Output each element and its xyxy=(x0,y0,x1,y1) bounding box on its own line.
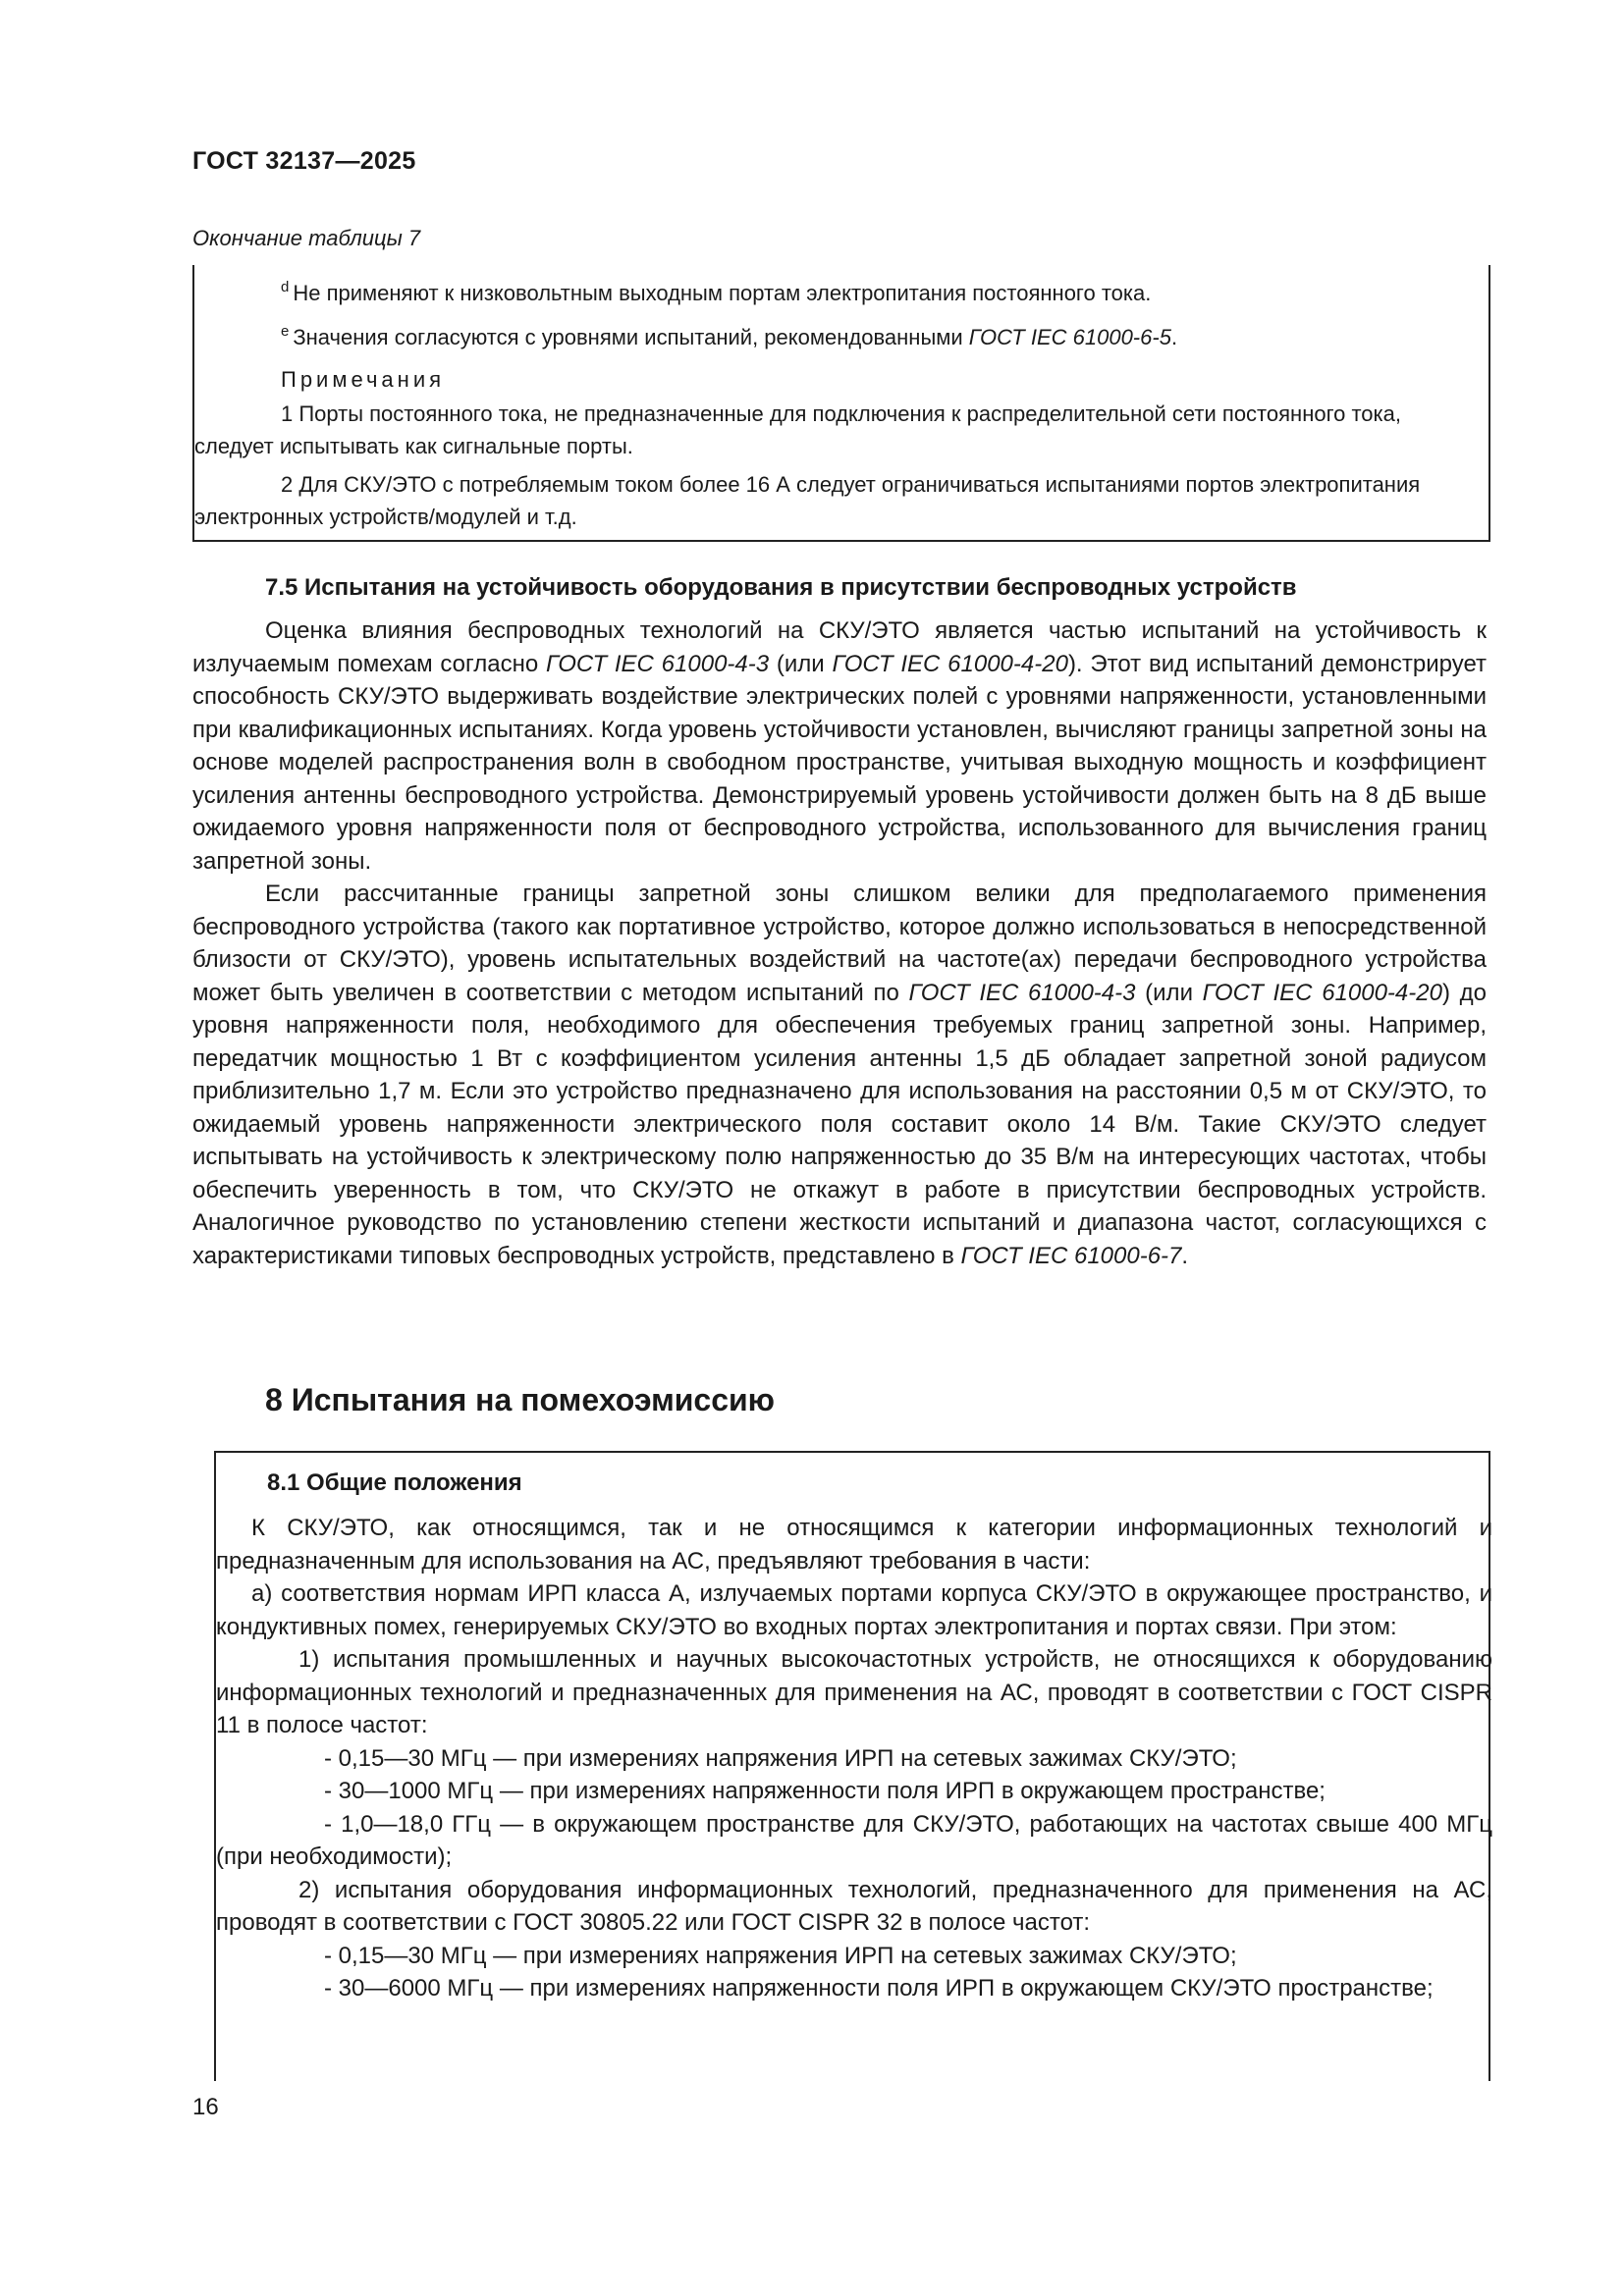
section-8-title: 8 Испытания на помехоэмиссию xyxy=(265,1382,775,1417)
dash-item-1: - 0,15—30 МГц — при измерениях напряжения ИРП на сетевых зажимах СКУ/ЭТО; xyxy=(324,1744,1237,1772)
section-8-1-box xyxy=(214,1451,1490,2081)
page-number: 16 xyxy=(192,2094,219,2120)
section-8-1-body xyxy=(216,1512,1492,2005)
dash-item-2: - 30—1000 МГц — при измерениях напряженности поля ИРП в окружающем пространстве; xyxy=(324,1778,1326,1804)
section-8-1-title: 8.1 Общие положения xyxy=(267,1469,522,1496)
dash-item-5: - 30—6000 МГц — при измерениях напряженности поля ИРП в окружающем СКУ/ЭТО пространстве; xyxy=(324,1975,1434,2002)
item-a: а) соответствия нормам ИРП класса А, излучаемых портами корпуса СКУ/ЭТО в окружающее пространство, и кондуктивных помех, генерируемых СКУ/ЭТО во входных портах электропитания и портах связи. При этом: xyxy=(216,1580,1492,1640)
p2-text-a: Если рассчитанные границы запретной зоны слишком велики для предполагаемого применения беспроводного устройства (такого как портативное устройство, которое должно использоваться в непосредственной близости от СКУ/ЭТО), уровень испытательных воздействий на частоте(ах) передачи беспроводного устройства может быть увеличен в соответствии с методом испытаний по xyxy=(192,881,1487,1006)
p1-text-c: ). Этот вид испытаний демонстрирует способность СКУ/ЭТО выдерживать воздействие электрических полей с уровнями напряженности, установленными при квалификационных испытаниях. Когда уровень устойчивости установлен, вычисляют границы запретной зоны на основе моделей распространения волн в свободном пространстве, учитывая выходную мощность и коэффициент усиления антенны беспроводного устройства. Демонстрируемый уровень устойчивости должен быть на 8 дБ выше ожидаемого уровня напряженности поля от беспроводного устройства, использованного для вычисления границ запретной зоны. xyxy=(192,650,1488,875)
footnote-d xyxy=(281,271,1469,309)
p1-ref-1: ГОСТ IEC 61000-4-3 xyxy=(545,650,770,677)
document-header: ГОСТ 32137—2025 xyxy=(192,147,416,175)
p2-text-d: . xyxy=(1181,1242,1189,1269)
notes-heading: Примечания xyxy=(281,367,446,392)
footnote-e xyxy=(281,315,1469,353)
section-7-5-body xyxy=(192,614,1487,1272)
item-a-2: 2) испытания оборудования информационных технологий, предназначенного для применения на АС, проводят в соответствии с ГОСТ 30805.22 или ГОСТ CISPR 32 в полосе частот: xyxy=(216,1876,1492,1936)
p2-text-c: ) до уровня напряженности поля, необходимого для обеспечения требуемых границ запретной зоны. Например, передатчик мощностью 1 Вт с коэффициентом усиления антенны 1,5 дБ обладает запретной зоной радиусом приблизительно 1,7 м. Если это устройство предназначено для использования на расстоянии 0,5 м от СКУ/ЭТО, то ожидаемый уровень напряженности электрического поля составит около 14 В/м. Такие СКУ/ЭТО следует испытывать на устойчивость к электрическому полю напряженностью до 35 В/м на интересующих частотах, чтобы обеспечить уверенность в том, что СКУ/ЭТО не откажут в работе в присутствии беспроводных устройств. Аналогичное руководство по установлению степени жесткости испытаний и диапазона частот, согласующихся с характеристиками типовых беспроводных устройств, представлено в xyxy=(192,979,1487,1269)
p1-text-b: (или xyxy=(769,650,833,677)
p2-ref-1: ГОСТ IEC 61000-4-3 xyxy=(908,979,1136,1006)
section-7-5-title: 7.5 Испытания на устойчивость оборудования в присутствии беспроводных устройств xyxy=(265,574,1297,601)
footnote-e-text: Значения согласуются с уровнями испытаний, рекомендованными xyxy=(293,325,969,349)
dash-item-3: - 1,0—18,0 ГГц — в окружающем пространстве для СКУ/ЭТО, работающих на частотах свыше 400 МГц (при необходимости); xyxy=(216,1810,1492,1870)
footnote-d-text: Не применяют к низковольтным выходным портам электропитания постоянного тока. xyxy=(293,281,1152,305)
item-a-1: 1) испытания промышленных и научных высокочастотных устройств, не относящихся к оборудованию информационных технологий и предназначенных для применения на АС, проводят в соответствии с ГОСТ CISPR 11 в полосе частот: xyxy=(216,1646,1492,1738)
note-2: 2 Для СКУ/ЭТО с потребляемым током более 16 А следует ограничиваться испытаниями портов электропитания электронных устройств/модулей и т.д. xyxy=(194,472,1421,529)
p2-text-b: (или xyxy=(1135,979,1203,1006)
p1-ref-2: ГОСТ IEC 61000-4-20 xyxy=(832,650,1068,677)
table-footnotes-box xyxy=(192,265,1490,542)
section-7-5-paragraph-1 xyxy=(192,614,1487,878)
footnote-e-end: . xyxy=(1170,325,1178,349)
p1-text-a: Оценка влияния беспроводных технологий на СКУ/ЭТО является частью испытаний на устойчивость к излучаемым помехам согласно xyxy=(192,617,1487,677)
footnote-d-mark: d xyxy=(281,279,290,295)
footnote-e-mark: e xyxy=(281,323,290,340)
footnote-e-reference: ГОСТ IEC 61000-6-5 xyxy=(968,325,1171,349)
section-8-1-intro: К СКУ/ЭТО, как относящимся, так и не относящимся к категории информационных технологий и предназначенным для использования на АС, предъявляют требования в части: xyxy=(216,1515,1492,1575)
section-7-5-paragraph-2 xyxy=(192,878,1487,1272)
note-1: 1 Порты постоянного тока, не предназначенные для подключения к распределительной сети постоянного тока, следует испытывать как сигнальные порты. xyxy=(194,401,1401,458)
table-continuation-label: Окончание таблицы 7 xyxy=(192,226,421,250)
p2-ref-3: ГОСТ IEC 61000-6-7 xyxy=(960,1242,1182,1269)
p2-ref-2: ГОСТ IEC 61000-4-20 xyxy=(1202,979,1442,1006)
dash-item-4: - 0,15—30 МГц — при измерениях напряжения ИРП на сетевых зажимах СКУ/ЭТО; xyxy=(324,1942,1237,1969)
